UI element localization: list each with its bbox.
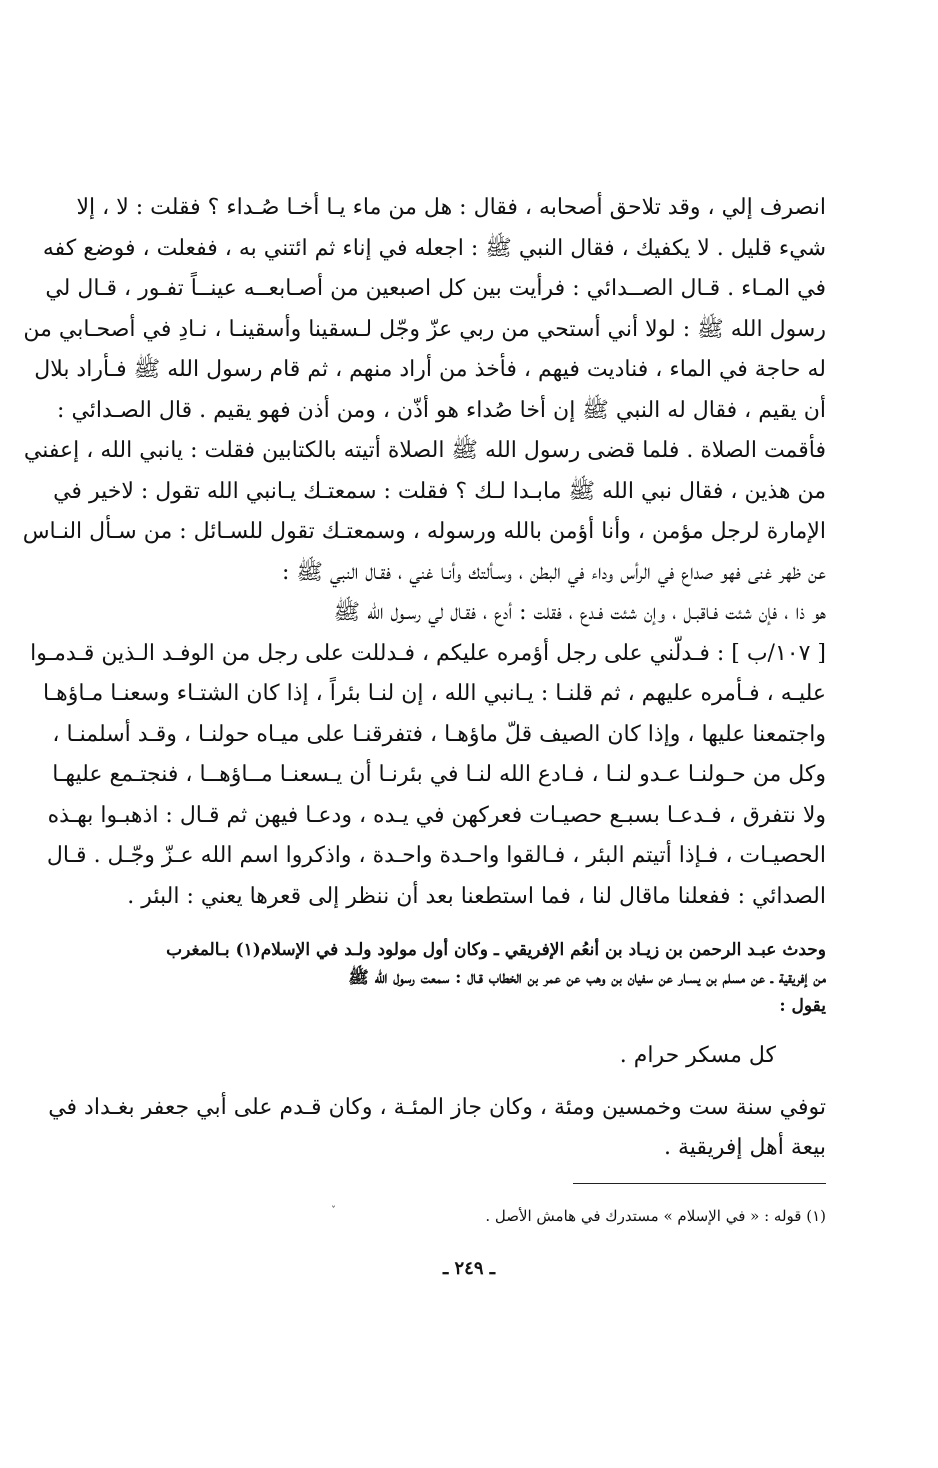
biography-block	[48, 1088, 826, 1168]
text-line: شيء قليل . لا يكفيك ، فقال النبي ﷺ : اجعله في إناء ثم ائتني به ، ففعلت ، فوضع كفه	[42, 235, 826, 261]
hadith-saying: كل مسكر حرام .	[619, 1043, 776, 1068]
text-line: في المـاء . قـال الصــدائي : فرأيت بين كل اصبعين من أصـابعــه عينــاً تفـور ، قـال لي	[45, 276, 826, 301]
text-line: الإمارة لرجل مؤمن ، وأنا أؤمن بالله ورسوله ، وسمعتـك تقول للسـائل : من سـأل النـاس	[22, 519, 826, 544]
text-line: الصدائي : ففعلنا ماقال لنا ، فما استطعنا بعد أن ننظر إلى قعرها يعني : البئر .	[127, 883, 826, 909]
main-text-block	[22, 188, 826, 917]
text-line: فأقمت الصلاة . فلما قضى رسول الله ﷺ الصلاة أتيته بالكتابين فقلت : يانبي الله ، إعفني	[23, 438, 826, 463]
scan-speck: ˇ	[331, 1206, 336, 1217]
hadith-chain-block	[116, 936, 826, 1020]
text-line: عليـه ، فـأمره عليهم ، ثم قلنـا : يـانبي الله ، إن لنـا بئراً ، إذا كان الشتـاء وسعنـا مـاؤهـا	[43, 681, 826, 706]
text-line: انصرف إلي ، وقد تلاحق أصحابه ، فقال : هل من ماء يـا أخـا صُـداء ؟ فقلت : لا ، إلا	[76, 195, 826, 220]
text-line: هو ذا ، فإن شئت فـاقبـل ، وإن شئت فـدع ، فقلت : أدع ، فقـال لي رسـول الله ﷺ	[333, 600, 826, 625]
text-line: الحصيـات ، فـإذا أتيتم البئر ، فـالقوا واحـدة واحـدة ، واذكروا اسم الله عـزّ وجّـل . قـال	[46, 843, 826, 868]
bio-line: توفي سنة ست وخمسين ومئة ، وكان جاز المئـة ، وكان قـدم على أبي جعفر بغـداد في	[48, 1095, 826, 1120]
hadith-line: يقول :	[779, 996, 826, 1016]
text-line: عن ظهر غنى فهو صداع في الرأس وداء في البطن ، وسـألتك وأنـا غني ، فقـال النبي ﷺ :	[281, 559, 826, 585]
footnote: (١) قوله : « في الإسلام » مستدرك في هامش الأصل .	[485, 1207, 826, 1225]
text-line: أن يقيم ، فقال له النبي ﷺ إن أخا صُداء هو أذّن ، ومن أذن فهو يقيم . قال الصـدائي :	[57, 397, 826, 423]
text-line: واجتمعنا عليها ، وإذا كان الصيف قلّ ماؤهـا ، فتفرقنـا على ميـاه حولنـا ، وقـد أسلمنـا ،	[52, 721, 826, 747]
page-number: ـ ٢٤٩ ـ	[442, 1258, 496, 1279]
text-line: من هذين ، فقال نبي الله ﷺ مابـدا لـك ؟ فقلت : سمعتـك يـانبي الله تقول : لاخير في	[53, 478, 826, 504]
footnote-separator	[573, 1183, 826, 1184]
hadith-line: وحدث عبـد الرحمن بن زيـاد بن أنعُم الإفريقي ـ وكان أول مولود ولـد في الإسلام(١) بـالمغرب	[166, 940, 826, 960]
text-line: رسول الله ﷺ : لولا أني أستحي من ربي عزّ وجّل لـسقينا وأسقينـا ، نـادِ في أصحـابي من	[23, 316, 826, 342]
hadith-line: من إفريقية ـ عن مسلم بن يسـار عن سفيان بن وهب عن عمر بن الخطاب قـال : سمعت رسول الله ﷺ	[348, 968, 826, 988]
text-line: [ ١٠٧/ب ] : فـدلّني على رجل أؤمره عليكم ، فـدللت على رجل من الوفـد الـذين قـدمـوا	[30, 640, 826, 666]
bio-line: بيعة أهل إفريقية .	[664, 1135, 826, 1160]
text-line: وكل من حـولنـا عـدو لنـا ، فـادع الله لنـا في بئرنـا أن يـسعنـا مــاؤهــا ، فنجتـمع عليهـا	[52, 762, 826, 787]
text-line: له حاجة في الماء ، فناديت فيهم ، فأخذ من أراد منهم ، ثم قام رسول الله ﷺ فـأراد بلال	[34, 357, 826, 382]
text-line: ولا نتفرق ، فـدعـا بسبـع حصيـات فعركهن في يـده ، ودعـا فيهن ثم قـال : اذهبـوا بهـذه	[47, 802, 826, 828]
